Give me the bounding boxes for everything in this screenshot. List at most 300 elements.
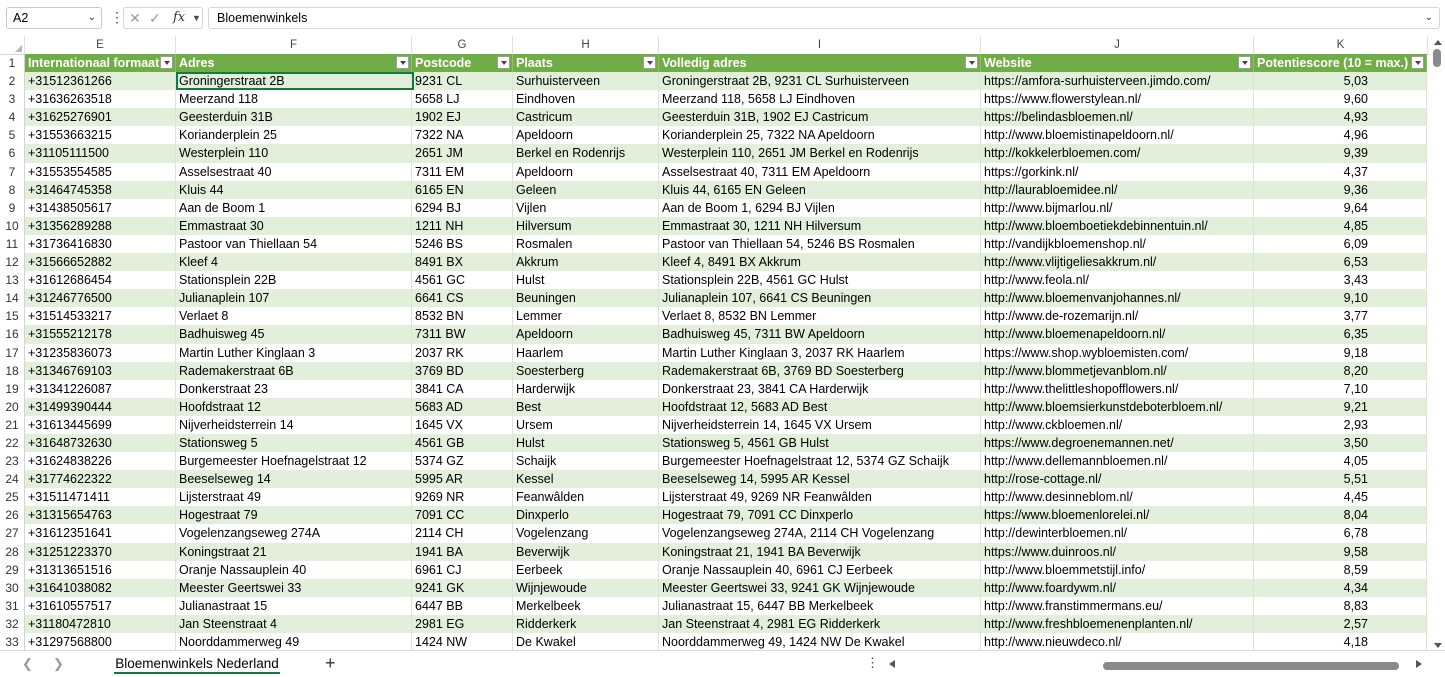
more-options-icon[interactable]: ⋮ (110, 9, 123, 25)
cell-plaats[interactable] (513, 615, 659, 633)
vertical-scroll-thumb[interactable] (1433, 49, 1441, 67)
cell-website[interactable] (981, 163, 1254, 181)
row-header[interactable]: 31 (0, 597, 25, 615)
cell-plaats[interactable] (513, 470, 659, 488)
cell-postcode[interactable] (412, 163, 513, 181)
cell-adres[interactable] (176, 633, 412, 650)
header-cell-plaats[interactable] (513, 54, 659, 72)
insert-function-icon[interactable]: fx (173, 10, 186, 25)
cell-website[interactable] (981, 235, 1254, 253)
cell-plaats[interactable] (513, 90, 659, 108)
cell-volledig-adres[interactable] (659, 126, 981, 144)
cell-internationaal-formaat[interactable] (25, 289, 176, 307)
cell-adres[interactable] (176, 524, 412, 542)
cell-volledig-adres[interactable] (659, 253, 981, 271)
row-header[interactable]: 3 (0, 90, 25, 108)
row-header[interactable]: 27 (0, 524, 25, 542)
cell-adres[interactable] (176, 325, 412, 343)
sheet-tab-bloemenwinkels-nederland[interactable] (106, 651, 288, 677)
previous-sheet-icon[interactable]: ❮ (22, 656, 33, 671)
cell-plaats[interactable] (513, 543, 659, 561)
cell-adres[interactable] (176, 144, 412, 162)
cell-internationaal-formaat[interactable] (25, 615, 176, 633)
cell-adres[interactable] (176, 90, 412, 108)
cell-internationaal-formaat[interactable] (25, 235, 176, 253)
spreadsheet-grid[interactable] (0, 36, 1430, 650)
cell-plaats[interactable] (513, 380, 659, 398)
cell-website[interactable] (981, 289, 1254, 307)
cell-adres[interactable] (176, 434, 412, 452)
row-header[interactable]: 4 (0, 108, 25, 126)
cell-website[interactable] (981, 199, 1254, 217)
formula-input[interactable] (208, 7, 1440, 29)
cell-postcode[interactable] (412, 90, 513, 108)
cell-plaats[interactable] (513, 235, 659, 253)
cell-website[interactable] (981, 325, 1254, 343)
cell-volledig-adres[interactable] (659, 108, 981, 126)
cell-postcode[interactable] (412, 579, 513, 597)
header-cell-potentiescore[interactable] (1254, 54, 1427, 72)
header-cell-website[interactable] (981, 54, 1254, 72)
cell-postcode[interactable] (412, 108, 513, 126)
cell-website[interactable] (981, 524, 1254, 542)
cell-internationaal-formaat[interactable] (25, 380, 176, 398)
column-header-f[interactable]: F (176, 36, 412, 54)
select-all-corner[interactable] (0, 36, 25, 54)
cell-plaats[interactable] (513, 144, 659, 162)
cell-potentiescore[interactable] (1254, 579, 1427, 597)
cell-volledig-adres[interactable] (659, 434, 981, 452)
cell-postcode[interactable] (412, 144, 513, 162)
cell-postcode[interactable] (412, 506, 513, 524)
row-header[interactable]: 2 (0, 72, 25, 90)
cell-postcode[interactable] (412, 181, 513, 199)
cell-postcode[interactable] (412, 380, 513, 398)
cell-potentiescore[interactable] (1254, 271, 1427, 289)
cell-plaats[interactable] (513, 199, 659, 217)
column-header-j[interactable]: J (981, 36, 1254, 54)
cell-volledig-adres[interactable] (659, 144, 981, 162)
cell-volledig-adres[interactable] (659, 90, 981, 108)
cell-website[interactable] (981, 144, 1254, 162)
cell-volledig-adres[interactable] (659, 416, 981, 434)
cell-postcode[interactable] (412, 126, 513, 144)
cell-internationaal-formaat[interactable] (25, 524, 176, 542)
cell-plaats[interactable] (513, 524, 659, 542)
cell-website[interactable] (981, 307, 1254, 325)
cell-website[interactable] (981, 561, 1254, 579)
cell-plaats[interactable] (513, 633, 659, 650)
cell-website[interactable] (981, 217, 1254, 235)
cell-website[interactable] (981, 108, 1254, 126)
cell-website[interactable] (981, 416, 1254, 434)
cell-potentiescore[interactable] (1254, 524, 1427, 542)
next-sheet-icon[interactable]: ❯ (53, 656, 64, 671)
row-header[interactable]: 22 (0, 434, 25, 452)
cell-volledig-adres[interactable] (659, 199, 981, 217)
cell-internationaal-formaat[interactable] (25, 416, 176, 434)
cell-website[interactable] (981, 72, 1254, 90)
cell-postcode[interactable] (412, 615, 513, 633)
cell-potentiescore[interactable] (1254, 307, 1427, 325)
cell-plaats[interactable] (513, 217, 659, 235)
cell-adres[interactable] (176, 199, 412, 217)
cell-adres[interactable] (176, 470, 412, 488)
cell-volledig-adres[interactable] (659, 344, 981, 362)
cell-adres[interactable] (176, 289, 412, 307)
cell-website[interactable] (981, 597, 1254, 615)
row-header[interactable]: 26 (0, 506, 25, 524)
cell-adres[interactable] (176, 344, 412, 362)
cell-postcode[interactable] (412, 452, 513, 470)
cell-plaats[interactable] (513, 434, 659, 452)
cell-potentiescore[interactable] (1254, 597, 1427, 615)
cell-website[interactable] (981, 380, 1254, 398)
row-header[interactable]: 10 (0, 217, 25, 235)
row-header[interactable]: 20 (0, 398, 25, 416)
cell-postcode[interactable] (412, 235, 513, 253)
cell-internationaal-formaat[interactable] (25, 597, 176, 615)
cell-plaats[interactable] (513, 362, 659, 380)
cell-potentiescore[interactable] (1254, 488, 1427, 506)
cell-adres[interactable] (176, 362, 412, 380)
cell-plaats[interactable] (513, 181, 659, 199)
cell-postcode[interactable] (412, 271, 513, 289)
chevron-down-icon[interactable]: ▼ (192, 13, 201, 23)
cell-volledig-adres[interactable] (659, 543, 981, 561)
cell-internationaal-formaat[interactable] (25, 181, 176, 199)
confirm-icon[interactable]: ✓ (149, 10, 161, 26)
column-header-h[interactable]: H (513, 36, 659, 54)
cell-potentiescore[interactable] (1254, 561, 1427, 579)
row-header[interactable]: 1 (0, 54, 25, 72)
cell-adres[interactable] (176, 561, 412, 579)
header-cell-internationaal-formaat[interactable] (25, 54, 176, 72)
row-header[interactable]: 6 (0, 144, 25, 162)
cell-potentiescore[interactable] (1254, 434, 1427, 452)
cell-potentiescore[interactable] (1254, 452, 1427, 470)
cell-postcode[interactable] (412, 524, 513, 542)
cell-internationaal-formaat[interactable] (25, 307, 176, 325)
cell-website[interactable] (981, 615, 1254, 633)
cell-adres[interactable] (176, 398, 412, 416)
row-header[interactable]: 33 (0, 633, 25, 650)
cell-plaats[interactable] (513, 253, 659, 271)
column-header-g[interactable]: G (412, 36, 513, 54)
row-header[interactable]: 32 (0, 615, 25, 633)
cell-potentiescore[interactable] (1254, 181, 1427, 199)
column-header-i[interactable]: I (659, 36, 981, 54)
cell-volledig-adres[interactable] (659, 470, 981, 488)
vertical-scrollbar[interactable] (1430, 36, 1445, 650)
scroll-down-icon[interactable] (1434, 643, 1442, 648)
cell-potentiescore[interactable] (1254, 235, 1427, 253)
cell-plaats[interactable] (513, 579, 659, 597)
cell-adres[interactable] (176, 307, 412, 325)
cell-potentiescore[interactable] (1254, 199, 1427, 217)
cell-potentiescore[interactable] (1254, 506, 1427, 524)
more-options-icon[interactable]: ⋮ (866, 655, 879, 670)
cell-potentiescore[interactable] (1254, 90, 1427, 108)
cell-volledig-adres[interactable] (659, 633, 981, 650)
row-header[interactable]: 28 (0, 543, 25, 561)
scroll-left-icon[interactable] (889, 660, 895, 668)
filter-dropdown-icon[interactable] (396, 56, 409, 69)
row-header[interactable]: 16 (0, 325, 25, 343)
column-header-k[interactable]: K (1254, 36, 1428, 54)
cell-postcode[interactable] (412, 543, 513, 561)
cell-internationaal-formaat[interactable] (25, 470, 176, 488)
cell-postcode[interactable] (412, 561, 513, 579)
cell-internationaal-formaat[interactable] (25, 90, 176, 108)
cell-volledig-adres[interactable] (659, 181, 981, 199)
cell-postcode[interactable] (412, 307, 513, 325)
cell-volledig-adres[interactable] (659, 217, 981, 235)
cell-adres[interactable] (176, 217, 412, 235)
cell-potentiescore[interactable] (1254, 163, 1427, 181)
cell-postcode[interactable] (412, 488, 513, 506)
header-cell-volledig-adres[interactable] (659, 54, 981, 72)
cell-volledig-adres[interactable] (659, 615, 981, 633)
cell-adres[interactable] (176, 271, 412, 289)
horizontal-scroll-thumb[interactable] (1103, 662, 1399, 670)
cell-plaats[interactable] (513, 344, 659, 362)
cell-postcode[interactable] (412, 470, 513, 488)
cell-potentiescore[interactable] (1254, 470, 1427, 488)
cell-potentiescore[interactable] (1254, 217, 1427, 235)
cell-potentiescore[interactable] (1254, 126, 1427, 144)
cell-adres[interactable] (176, 126, 412, 144)
cell-postcode[interactable] (412, 416, 513, 434)
cell-internationaal-formaat[interactable] (25, 561, 176, 579)
cell-plaats[interactable] (513, 597, 659, 615)
cell-plaats[interactable] (513, 289, 659, 307)
cell-postcode[interactable] (412, 253, 513, 271)
add-sheet-button[interactable]: + (325, 653, 336, 673)
cell-potentiescore[interactable] (1254, 633, 1427, 650)
cell-plaats[interactable] (513, 416, 659, 434)
cell-postcode[interactable] (412, 398, 513, 416)
cell-plaats[interactable] (513, 271, 659, 289)
cell-potentiescore[interactable] (1254, 362, 1427, 380)
cell-internationaal-formaat[interactable] (25, 108, 176, 126)
cell-potentiescore[interactable] (1254, 543, 1427, 561)
cell-internationaal-formaat[interactable] (25, 72, 176, 90)
row-header[interactable]: 15 (0, 307, 25, 325)
row-header[interactable]: 30 (0, 579, 25, 597)
cell-internationaal-formaat[interactable] (25, 434, 176, 452)
cell-website[interactable] (981, 470, 1254, 488)
cell-internationaal-formaat[interactable] (25, 199, 176, 217)
cell-internationaal-formaat[interactable] (25, 271, 176, 289)
filter-dropdown-icon[interactable] (497, 56, 510, 69)
cell-plaats[interactable] (513, 163, 659, 181)
cell-potentiescore[interactable] (1254, 344, 1427, 362)
cell-volledig-adres[interactable] (659, 325, 981, 343)
cell-website[interactable] (981, 579, 1254, 597)
cell-adres[interactable] (176, 452, 412, 470)
cell-potentiescore[interactable] (1254, 108, 1427, 126)
cell-internationaal-formaat[interactable] (25, 126, 176, 144)
row-header[interactable]: 23 (0, 452, 25, 470)
cell-adres[interactable] (176, 108, 412, 126)
cell-adres[interactable] (176, 163, 412, 181)
cell-potentiescore[interactable] (1254, 398, 1427, 416)
cell-plaats[interactable] (513, 126, 659, 144)
cell-internationaal-formaat[interactable] (25, 325, 176, 343)
cell-internationaal-formaat[interactable] (25, 163, 176, 181)
cell-postcode[interactable] (412, 199, 513, 217)
header-cell-adres[interactable] (176, 54, 412, 72)
cell-website[interactable] (981, 253, 1254, 271)
scroll-up-icon[interactable] (1434, 40, 1442, 45)
cell-internationaal-formaat[interactable] (25, 579, 176, 597)
cell-website[interactable] (981, 543, 1254, 561)
cell-postcode[interactable] (412, 325, 513, 343)
cell-volledig-adres[interactable] (659, 362, 981, 380)
row-header[interactable]: 18 (0, 362, 25, 380)
cell-plaats[interactable] (513, 488, 659, 506)
cell-potentiescore[interactable] (1254, 615, 1427, 633)
chevron-down-icon[interactable]: ⌄ (87, 12, 96, 23)
cell-postcode[interactable] (412, 217, 513, 235)
cell-volledig-adres[interactable] (659, 271, 981, 289)
cell-adres[interactable] (176, 416, 412, 434)
cell-postcode[interactable] (412, 344, 513, 362)
cell-website[interactable] (981, 452, 1254, 470)
expand-formula-icon[interactable]: ⌄ (1424, 12, 1433, 23)
cell-adres[interactable] (176, 380, 412, 398)
cell-plaats[interactable] (513, 506, 659, 524)
row-header[interactable]: 13 (0, 271, 25, 289)
cell-postcode[interactable] (412, 362, 513, 380)
cell-internationaal-formaat[interactable] (25, 344, 176, 362)
row-header[interactable]: 29 (0, 561, 25, 579)
cell-plaats[interactable] (513, 307, 659, 325)
cell-volledig-adres[interactable] (659, 380, 981, 398)
cell-adres[interactable] (176, 72, 412, 90)
cell-internationaal-formaat[interactable] (25, 488, 176, 506)
cell-volledig-adres[interactable] (659, 72, 981, 90)
cell-internationaal-formaat[interactable] (25, 217, 176, 235)
cell-potentiescore[interactable] (1254, 72, 1427, 90)
filter-dropdown-icon[interactable] (643, 56, 656, 69)
cell-plaats[interactable] (513, 108, 659, 126)
cell-adres[interactable] (176, 506, 412, 524)
column-header-e[interactable]: E (25, 36, 176, 54)
cell-volledig-adres[interactable] (659, 488, 981, 506)
cancel-icon[interactable]: ✕ (129, 10, 141, 26)
filter-dropdown-icon[interactable] (1411, 56, 1424, 69)
cell-postcode[interactable] (412, 633, 513, 650)
cell-potentiescore[interactable] (1254, 144, 1427, 162)
cell-postcode[interactable] (412, 434, 513, 452)
cell-internationaal-formaat[interactable] (25, 398, 176, 416)
cell-volledig-adres[interactable] (659, 235, 981, 253)
name-box[interactable] (6, 7, 102, 29)
cell-postcode[interactable] (412, 289, 513, 307)
cell-plaats[interactable] (513, 325, 659, 343)
row-header[interactable]: 5 (0, 126, 25, 144)
row-header[interactable]: 24 (0, 470, 25, 488)
cell-website[interactable] (981, 488, 1254, 506)
cell-adres[interactable] (176, 235, 412, 253)
cell-volledig-adres[interactable] (659, 398, 981, 416)
cell-adres[interactable] (176, 615, 412, 633)
scroll-right-icon[interactable] (1416, 660, 1422, 668)
cell-volledig-adres[interactable] (659, 561, 981, 579)
row-header[interactable]: 19 (0, 380, 25, 398)
cell-volledig-adres[interactable] (659, 163, 981, 181)
cell-volledig-adres[interactable] (659, 506, 981, 524)
filter-dropdown-icon[interactable] (160, 56, 173, 69)
cell-internationaal-formaat[interactable] (25, 362, 176, 380)
row-header[interactable]: 25 (0, 488, 25, 506)
cell-volledig-adres[interactable] (659, 597, 981, 615)
cell-internationaal-formaat[interactable] (25, 543, 176, 561)
row-header[interactable]: 7 (0, 163, 25, 181)
filter-dropdown-icon[interactable] (1238, 56, 1251, 69)
cell-potentiescore[interactable] (1254, 289, 1427, 307)
row-header[interactable]: 12 (0, 253, 25, 271)
filter-dropdown-icon[interactable] (965, 56, 978, 69)
cell-website[interactable] (981, 271, 1254, 289)
cell-volledig-adres[interactable] (659, 524, 981, 542)
cell-website[interactable] (981, 344, 1254, 362)
cell-postcode[interactable] (412, 72, 513, 90)
header-cell-postcode[interactable] (412, 54, 513, 72)
cell-volledig-adres[interactable] (659, 289, 981, 307)
cell-potentiescore[interactable] (1254, 416, 1427, 434)
cell-website[interactable] (981, 126, 1254, 144)
cell-adres[interactable] (176, 253, 412, 271)
cell-potentiescore[interactable] (1254, 253, 1427, 271)
cell-website[interactable] (981, 506, 1254, 524)
cell-adres[interactable] (176, 181, 412, 199)
row-header[interactable]: 9 (0, 199, 25, 217)
cell-internationaal-formaat[interactable] (25, 452, 176, 470)
cell-postcode[interactable] (412, 597, 513, 615)
cell-potentiescore[interactable] (1254, 380, 1427, 398)
row-header[interactable]: 11 (0, 235, 25, 253)
cell-adres[interactable] (176, 597, 412, 615)
cell-volledig-adres[interactable] (659, 579, 981, 597)
row-header[interactable]: 14 (0, 289, 25, 307)
cell-website[interactable] (981, 398, 1254, 416)
cell-website[interactable] (981, 90, 1254, 108)
cell-potentiescore[interactable] (1254, 325, 1427, 343)
cell-internationaal-formaat[interactable] (25, 506, 176, 524)
cell-adres[interactable] (176, 579, 412, 597)
cell-plaats[interactable] (513, 72, 659, 90)
cell-website[interactable] (981, 633, 1254, 650)
cell-website[interactable] (981, 362, 1254, 380)
cell-plaats[interactable] (513, 561, 659, 579)
row-header[interactable]: 8 (0, 181, 25, 199)
cell-internationaal-formaat[interactable] (25, 144, 176, 162)
row-header[interactable]: 17 (0, 344, 25, 362)
row-header[interactable]: 21 (0, 416, 25, 434)
cell-volledig-adres[interactable] (659, 452, 981, 470)
cell-website[interactable] (981, 181, 1254, 199)
cell-internationaal-formaat[interactable] (25, 633, 176, 650)
cell-internationaal-formaat[interactable] (25, 253, 176, 271)
cell-adres[interactable] (176, 543, 412, 561)
cell-adres[interactable] (176, 488, 412, 506)
cell-plaats[interactable] (513, 398, 659, 416)
cell-plaats[interactable] (513, 452, 659, 470)
cell-volledig-adres[interactable] (659, 307, 981, 325)
